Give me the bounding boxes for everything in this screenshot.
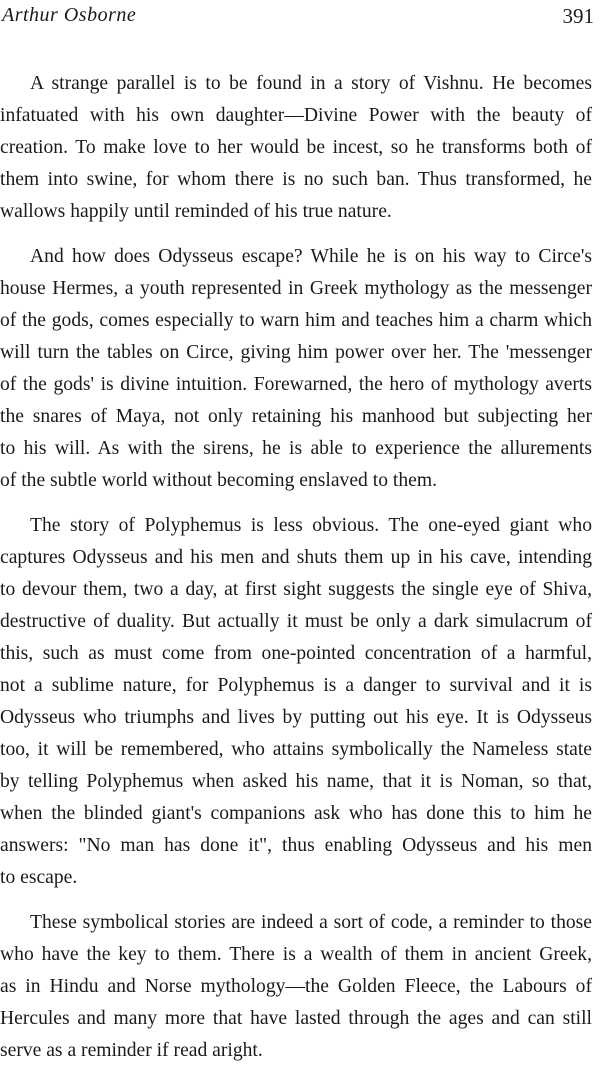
text-line: when the blinded giant's companions ask who has done this to him he — [0, 803, 592, 824]
text-line: wallows happily until reminded of his true nature. — [0, 201, 392, 222]
text-line: And how does Odysseus escape? While he is on his way to Circe's — [30, 246, 592, 267]
text-line: as in Hindu and Norse mythology—the Golden Fleece, the Labours of — [0, 976, 592, 997]
text-line: Hercules and many more that have lasted through the ages and can still — [0, 1008, 592, 1029]
text-line: of the gods, comes especially to warn him and teaches him a charm which — [0, 310, 592, 331]
text-line: of the subtle world without becoming enslaved to them. — [0, 470, 437, 491]
text-line: this, such as must come from one-pointed concentration of a harmful, — [0, 643, 592, 664]
text-line: to his will. As with the sirens, he is able to experience the allurements — [0, 438, 592, 459]
text-line: A strange parallel is to be found in a story of Vishnu. He becomes — [30, 73, 592, 94]
text-line: not a sublime nature, for Polyphemus is a danger to survival and it is — [0, 675, 592, 696]
paragraph — [0, 510, 592, 894]
text-line: answers: "No man has done it", thus enabling Odysseus and his men — [0, 835, 592, 856]
text-line: infatuated with his own daughter—Divine Power with the beauty of — [0, 105, 592, 126]
body-text — [0, 68, 592, 1080]
text-line: will turn the tables on Circe, giving him power over her. The 'messenger — [0, 342, 592, 363]
text-line: by telling Polyphemus when asked his name, that it is Noman, so that, — [0, 771, 592, 792]
text-line: to escape. — [0, 867, 78, 888]
running-head — [0, 4, 600, 34]
paragraph — [0, 68, 592, 228]
page-number: 391 — [562, 4, 594, 28]
text-line: them into swine, for whom there is no such ban. Thus transformed, he — [0, 169, 592, 190]
text-line: These symbolical stories are indeed a sort of code, a reminder to those — [30, 912, 592, 933]
text-line: of the gods' is divine intuition. Forewarned, the hero of mythology averts — [0, 374, 592, 395]
paragraph — [0, 241, 592, 497]
text-line: who have the key to them. There is a wealth of them in ancient Greek, — [0, 944, 592, 965]
text-line: destructive of duality. But actually it must be only a dark simulacrum of — [0, 611, 592, 632]
text-line: to devour them, two a day, at first sight suggests the single eye of Shiva, — [0, 579, 592, 600]
text-line: The story of Polyphemus is less obvious. The one-eyed giant who — [30, 515, 592, 536]
text-line: too, it will be remembered, who attains symbolically the Nameless state — [0, 739, 592, 760]
text-line: the snares of Maya, not only retaining his manhood but subjecting her — [0, 406, 592, 427]
text-line: house Hermes, a youth represented in Greek mythology as the messenger — [0, 278, 592, 299]
text-line: serve as a reminder if read aright. — [0, 1040, 263, 1061]
paragraph — [0, 907, 592, 1067]
running-head-author: Arthur Osborne — [2, 4, 137, 26]
text-line: captures Odysseus and his men and shuts them up in his cave, intending — [0, 547, 592, 568]
text-line: Odysseus who triumphs and lives by putting out his eye. It is Odysseus — [0, 707, 592, 728]
text-line: creation. To make love to her would be incest, so he transforms both of — [0, 137, 592, 158]
